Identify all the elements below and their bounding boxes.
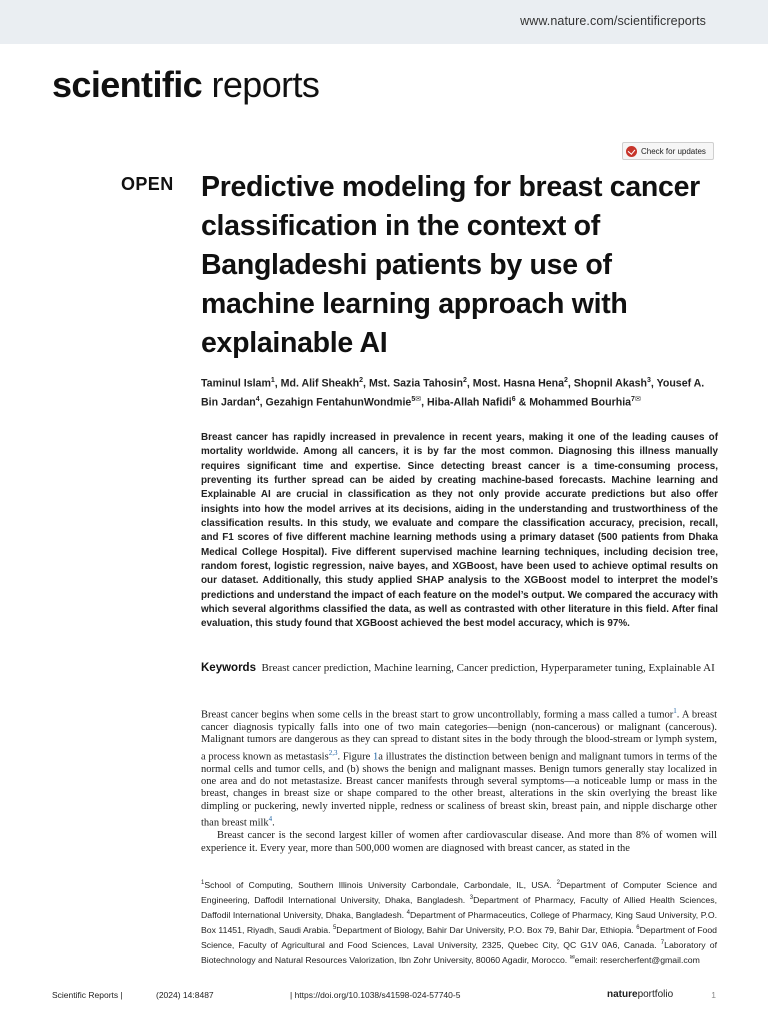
citation-link[interactable]: 4 <box>268 815 273 824</box>
author-affiliation-number: 1 <box>270 377 275 384</box>
affiliation-number: 1 <box>201 880 205 886</box>
keywords-text: Breast cancer prediction, Machine learning, Cancer prediction, Hyperparameter tuning, Explainable AI <box>261 662 715 674</box>
affiliation-number: 7 <box>660 939 665 946</box>
body-paragraph: Breast cancer begins when some cells in the breast start to grow uncontrollably, forming a mass called a tumor$^1$. A breast cancer diagnosis typically falls into one of two main categories—benign (non-cancerous) or malignant (cancerous). Malignant tumors are dangerous as they can spread to distant sites in the body through the blood-stream or lymph system, a process known as metastasis$^{2,3}$. Figure 1a illustrates the distinction between benign and malignant tumors in terms of the normal cells and tumor cells, and (b) shows the benign and malignant masses. Benign tumors generally stay localized in one area and do not metastasize. Breast cancer manifests through several symptoms—a noticeable lump or mass in the breast, changes in breast size or shape compared to the other breast, alterations in the skin overlying the breast like dimpling or puckering, newly inverted nipple, redness or scaliness of breast skin, breast pain, and nipple discharge other than breast milk$^4$. <box>201 707 718 829</box>
affiliation-text: Department of Computer Science and Engineering, Daffodil International University, Dhaka, Bangladesh. <box>201 879 717 905</box>
author-list: Taminul Islam$^1$, Md. Alif Sheakh$^2$, Mst. Sazia Tahosin$^2$, Most. Hasna Hena$^2$, Shopnil Akash$^3$, Yousef A. Bin Jardan$^4$, Gezahign FentahunWondmie$^{5✉}$, Hiba-Allah Nafidi$^6$ & Mohammed Bourhia$^{7✉}$ <box>201 377 705 409</box>
nature-portfolio-logo[interactable]: natureportfolio <box>607 989 674 1000</box>
citation-link[interactable]: 1 <box>673 707 677 715</box>
author-affiliation-number: 2 <box>359 377 364 384</box>
author-affiliation-number: 2 <box>462 377 467 384</box>
journal-logo[interactable] <box>52 64 319 106</box>
affiliation-text: Department of Food Science, Faculty of Agricultural and Food Sciences, Laval University, 2325, Quebec City, QC G1V 0A6, Canada. <box>201 924 718 950</box>
author-affiliation-number: 3 <box>646 377 651 384</box>
footer-journal: Scientific Reports | <box>52 990 123 1000</box>
affiliation-text: Laboratory of Biotechnology and Natural Resources Valorization, Ibn Zohr University, 80060 Agadir, Morocco. <box>201 939 717 965</box>
author-name[interactable]: Yousef A. Bin Jardan <box>201 377 705 409</box>
author-affiliation-number: 7 <box>631 396 635 404</box>
affiliation-number: 6 <box>636 924 640 931</box>
affiliation-text: Department of Pharmaceutics, College of Pharmacy, King Saud University, P.O. Box 11451, Riyadh, Saudi Arabia. <box>201 909 717 935</box>
check-for-updates-label: Check for updates <box>641 146 706 156</box>
author-name[interactable]: Gezahign FentahunWondmie <box>265 396 412 409</box>
body-paragraph: Breast cancer is the second largest killer of women after cardiovascular disease. And more than 8% of women will experience it. Every year, more than 500,000 women are diagnosed with breast cancer, as stated in the <box>201 830 717 854</box>
affiliation-text: Department of Biology, Bahir Dar University, P.O. Box 79, Bahir Dar, Ethiopia. <box>336 924 637 935</box>
crossmark-icon <box>626 146 637 157</box>
email-icon[interactable]: ✉ <box>634 396 641 404</box>
body-text <box>201 705 717 855</box>
logo-light-text: reports <box>202 64 320 105</box>
author-affiliation-number: 4 <box>255 396 260 404</box>
corresponding-email[interactable]: email: resercherfent@gmail.com <box>574 954 700 965</box>
open-access-label: OPEN <box>121 174 174 194</box>
abstract: Breast cancer has rapidly increased in prevalence in recent years, making it one of the leading causes of mortality worldwide. Among all cancers, it is by far the most common. Diagnosing this illness manually requires significant time and expertise. Since detecting breast cancer is a time-consuming process, preventing its further spread can be aided by creating machine-based forecasts. Machine learning and Explainable AI are crucial in classification as they not only provide accurate predictions but also offer insights into how the model arrives at its decisions, aiding in the understanding and trustworthiness of the classification results. In this study, we evaluate and compare the classification accuracy, precision, recall, and F1 scores of five different machine learning methods using a primary dataset (500 patients from Dhaka Medical College Hospital). Five different supervised machine learning techniques, including decision tree, random forest, logistic regression, naive bayes, and XGBoost, have been used to achieve optimal results on our dataset. Additionally, this study applied SHAP analysis to the XGBoost model to interpret the model’s predictions and understand the impact of each feature on the model’s output. We compared the accuracy with which several algorithms classified the data, as well as contrasted with other literature in this field. After final evaluation, this study found that XGBoost achieved the best model accuracy, which is 97%. <box>201 432 718 630</box>
author-affiliation-number: 6 <box>511 396 516 404</box>
affiliation-number: 4 <box>406 909 411 916</box>
author-name[interactable]: Hiba-Allah Nafidi <box>426 396 512 409</box>
affiliation-number: 3 <box>469 894 474 901</box>
affiliations <box>201 877 717 967</box>
author-name[interactable]: Mst. Sazia Tahosin <box>368 377 463 390</box>
keywords <box>201 661 718 676</box>
email-icon[interactable]: ✉ <box>415 396 422 404</box>
check-for-updates-button[interactable] <box>622 142 714 160</box>
affiliation-text: Department of Pharmacy, Faculty of Allied Health Sciences, Daffodil International University, Dhaka, Bangladesh. <box>201 894 717 920</box>
affiliation-number: 5 <box>332 924 337 931</box>
logo-bold-text: scientific <box>52 64 203 105</box>
keywords-label: Keywords <box>201 662 256 674</box>
author-name[interactable]: Mohammed Bourhia <box>529 396 632 409</box>
author-name[interactable]: Taminul Islam <box>201 377 271 390</box>
author-affiliation-number: 2 <box>563 377 568 384</box>
author-name[interactable]: Md. Alif Sheakh <box>280 377 360 390</box>
affiliation-number: 2 <box>556 880 561 886</box>
citation-link[interactable]: 2,3 <box>328 748 338 757</box>
site-url-link[interactable]: www.nature.com/scientificreports <box>520 14 706 28</box>
affiliation-text: School of Computing, Southern Illinois University Carbondale, Carbondale, IL, USA. <box>204 879 557 890</box>
top-bar <box>0 0 768 44</box>
author-name[interactable]: Most. Hasna Hena <box>472 377 564 390</box>
article-title: Predictive modeling for breast cancer classification in the context of Bangladeshi patients by use of machine learning approach with explainable AI <box>201 171 700 359</box>
footer-volume: (2024) 14:8487 <box>156 990 214 1000</box>
figure-link[interactable]: 1 <box>373 751 379 763</box>
author-affiliation-number: 5 <box>411 396 416 404</box>
email-icon: ✉ <box>569 954 575 961</box>
page-footer <box>52 990 716 1004</box>
footer-doi-link[interactable]: | https://doi.org/10.1038/s41598-024-57740-5 <box>290 990 461 1000</box>
page-number: 1 <box>711 990 716 1000</box>
author-name[interactable]: Shopnil Akash <box>573 377 647 390</box>
